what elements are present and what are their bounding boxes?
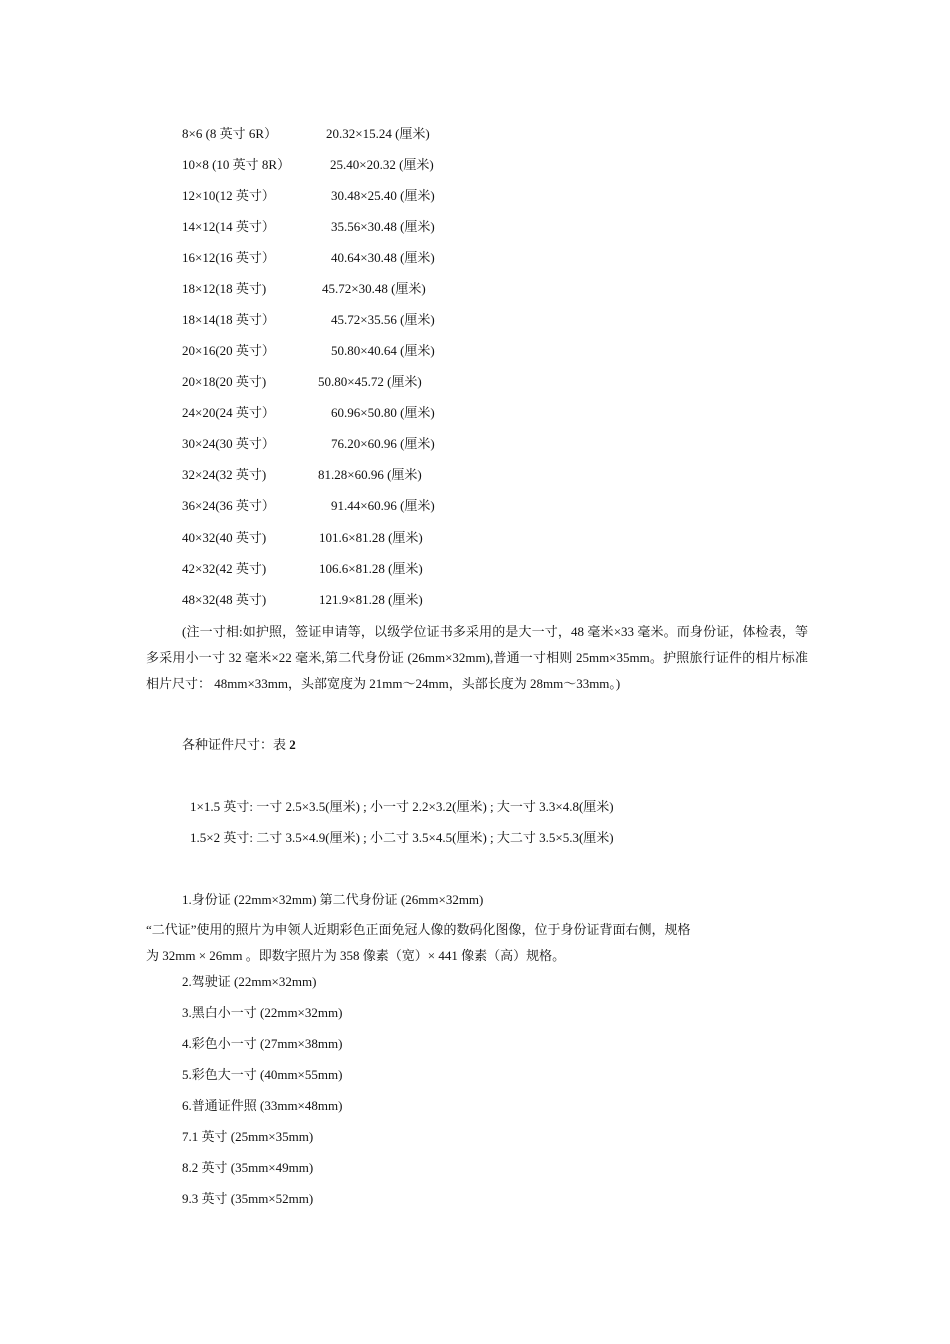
- list-item: 9.3 英寸 (35mm×52mm): [182, 1191, 314, 1206]
- table2-number: 2: [289, 737, 296, 752]
- size-inch: 14×12(14 英寸）: [182, 219, 275, 234]
- size-inch: 20×18(20 英寸): [182, 374, 267, 389]
- id-card-desc-line1: “二代证”使用的照片为申领人近期彩色正面免冠人像的数码化图像，位于身份证背面右侧，规格: [146, 922, 691, 937]
- size-inch: 20×16(20 英寸）: [182, 343, 275, 358]
- size-cm: 121.9×81.28 (厘米): [319, 592, 423, 607]
- size-inch: 24×20(24 英寸）: [182, 405, 275, 420]
- size-cm: 35.56×30.48 (厘米): [331, 219, 435, 234]
- size-cm: 81.28×60.96 (厘米): [318, 467, 422, 482]
- note-text: (注一寸相:如护照，签证申请等，以级学位证书多采用的是大一寸，48 毫米×33 毫米。而身份证，体检表，等多采用小一寸 32 毫米×22 毫米,第二代身份证 (26mm×32mm),普通一寸相则 25mm×35mm。护照旅行证件的相片标准相片尺寸： 48mm×33mm，头部宽度为 21mm～24mm，头部长度为 28mm～33mm。): [146, 624, 808, 691]
- table2-title-text: 各种证件尺寸：表: [182, 737, 287, 752]
- size-cm: 40.64×30.48 (厘米): [331, 250, 435, 265]
- inch-line: 1.5×2 英寸: 二寸 3.5×4.9(厘米) ; 小二寸 3.5×4.5(厘米) ; 大二寸 3.5×5.3(厘米): [190, 830, 614, 845]
- size-cm: 30.48×25.40 (厘米): [331, 188, 435, 203]
- size-cm: 45.72×30.48 (厘米): [322, 281, 426, 296]
- list-item: 8.2 英寸 (35mm×49mm): [182, 1160, 314, 1175]
- size-cm: 50.80×40.64 (厘米): [331, 343, 435, 358]
- inch-line: 1×1.5 英寸: 一寸 2.5×3.5(厘米) ; 小一寸 2.2×3.2(厘米) ; 大一寸 3.3×4.8(厘米): [190, 799, 614, 814]
- list-item: 6.普通证件照 (33mm×48mm): [182, 1098, 343, 1113]
- size-cm: 45.72×35.56 (厘米): [331, 312, 435, 327]
- size-inch: 10×8 (10 英寸 8R）: [182, 157, 291, 172]
- size-inch: 16×12(16 英寸）: [182, 250, 275, 265]
- size-inch: 30×24(30 英寸）: [182, 436, 275, 451]
- list-item: 7.1 英寸 (25mm×35mm): [182, 1129, 314, 1144]
- size-inch: 36×24(36 英寸）: [182, 498, 275, 513]
- size-inch: 8×6 (8 英寸 6R）: [182, 126, 278, 141]
- size-inch: 48×32(48 英寸): [182, 592, 267, 607]
- id-card-item: 1.身份证 (22mm×32mm) 第二代身份证 (26mm×32mm): [182, 892, 484, 907]
- size-cm: 25.40×20.32 (厘米): [330, 157, 434, 172]
- size-cm: 50.80×45.72 (厘米): [318, 374, 422, 389]
- list-item: 3.黑白小一寸 (22mm×32mm): [182, 1005, 343, 1020]
- size-inch: 18×14(18 英寸）: [182, 312, 275, 327]
- size-cm: 60.96×50.80 (厘米): [331, 405, 435, 420]
- table2-title: [182, 737, 296, 753]
- size-cm: 106.6×81.28 (厘米): [319, 561, 423, 576]
- size-cm: 76.20×60.96 (厘米): [331, 436, 435, 451]
- list-item: 4.彩色小一寸 (27mm×38mm): [182, 1036, 343, 1051]
- size-cm: 91.44×60.96 (厘米): [331, 498, 435, 513]
- size-inch: 18×12(18 英寸): [182, 281, 267, 296]
- size-cm: 20.32×15.24 (厘米): [326, 126, 430, 141]
- size-inch: 12×10(12 英寸）: [182, 188, 275, 203]
- size-inch: 42×32(42 英寸): [182, 561, 267, 576]
- note-paragraph: [146, 619, 808, 697]
- list-item: 2.驾驶证 (22mm×32mm): [182, 974, 317, 989]
- list-item: 5.彩色大一寸 (40mm×55mm): [182, 1067, 343, 1082]
- size-inch: 40×32(40 英寸): [182, 530, 267, 545]
- id-card-desc-line2: 为 32mm × 26mm 。即数字照片为 358 像素（宽）× 441 像素（高）规格。: [146, 948, 566, 963]
- size-inch: 32×24(32 英寸): [182, 467, 267, 482]
- size-cm: 101.6×81.28 (厘米): [319, 530, 423, 545]
